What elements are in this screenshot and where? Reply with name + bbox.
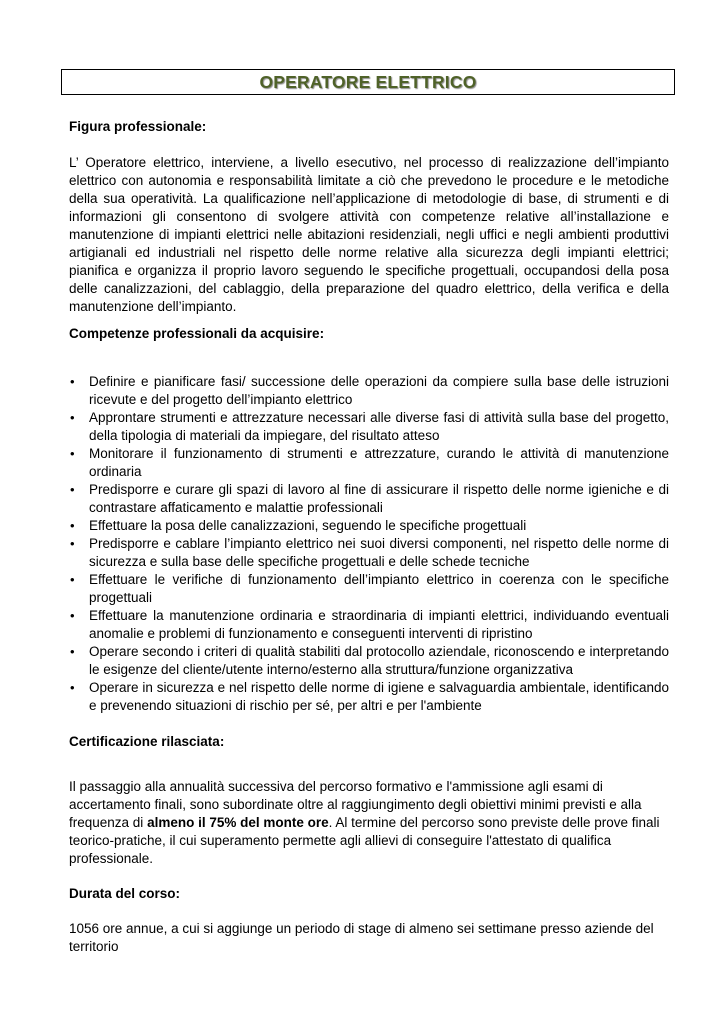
competenza-item bbox=[69, 409, 669, 445]
competenza-text: Predisporre e curare gli spazi di lavoro al fine di assicurare il rispetto delle norme igieniche e di contrastare affaticamento e malattie professionali bbox=[89, 482, 669, 515]
bullet-icon: • bbox=[70, 572, 75, 587]
bullet-icon: • bbox=[70, 374, 75, 389]
bullet-icon: • bbox=[70, 482, 75, 497]
competenza-item bbox=[69, 445, 669, 481]
durata-paragraph: 1056 ore annue, a cui si aggiunge un periodo di stage di almeno sei settimane presso aziende del territorio bbox=[69, 921, 654, 954]
competenza-item bbox=[69, 481, 669, 517]
competenza-text: Effettuare le verifiche di funzionamento dell’impianto elettrico in coerenza con le specifiche progettuali bbox=[89, 572, 669, 605]
competenza-text: Operare in sicurezza e nel rispetto delle norme di igiene e salvaguardia ambientale, identificando e prevenendo situazioni di rischio per sé, per altri e per l'ambiente bbox=[89, 680, 669, 713]
competenza-text: Predisporre e cablare l’impianto elettrico nei suoi diversi componenti, nel rispetto delle norme di sicurezza e sulla base delle specifiche progettuali e delle schede tecniche bbox=[89, 536, 669, 569]
bullet-icon: • bbox=[70, 680, 75, 695]
bullet-icon: • bbox=[70, 446, 75, 461]
document-content bbox=[69, 118, 669, 956]
competenza-item bbox=[69, 517, 669, 535]
certificazione-text-2: . Al termine del percorso sono previste delle prove finali teorico-pratiche, il cui superamento permette agli allievi di conseguire l'attestato di qualifica professionale. bbox=[69, 815, 660, 866]
certificazione-bold-text: almeno il 75% del monte ore bbox=[147, 815, 329, 830]
certificazione-heading: Certificazione rilasciata: bbox=[69, 734, 225, 749]
competenza-text: Effettuare la posa delle canalizzazioni, seguendo le specifiche progettuali bbox=[89, 518, 527, 533]
competenza-text: Effettuare la manutenzione ordinaria e straordinaria di impianti elettrici, individuando eventuali anomalie e problemi di funzionamento e conseguenti interventi di ripristino bbox=[89, 608, 669, 641]
bullet-icon: • bbox=[70, 644, 75, 659]
durata-heading: Durata del corso: bbox=[69, 886, 181, 901]
bullet-icon: • bbox=[70, 608, 75, 623]
competenza-text: Approntare strumenti e attrezzature necessari alle diverse fasi di attività sulla base del progetto, della tipologia di materiali da impiegare, del risultato atteso bbox=[89, 410, 669, 443]
competenza-item bbox=[69, 679, 669, 715]
certificazione-paragraph bbox=[69, 778, 669, 868]
certificazione-text-1: Il passaggio alla annualità successiva del percorso formativo e l'ammissione agli esami di accertamento finali, sono subordinate oltre al raggiungimento degli obiettivi minimi previsti e alla frequenza di bbox=[69, 779, 642, 830]
competenza-item bbox=[69, 535, 669, 571]
competenze-heading: Competenze professionali da acquisire: bbox=[69, 326, 325, 341]
competenza-text: Definire e pianificare fasi/ successione delle operazioni da compiere sulla base delle istruzioni ricevute e del progetto dell’impianto elettrico bbox=[89, 374, 669, 407]
bullet-icon: • bbox=[70, 536, 75, 551]
bullet-icon: • bbox=[70, 518, 75, 533]
figura-paragraph: L’ Operatore elettrico, interviene, a livello esecutivo, nel processo di realizzazione dell’impianto elettrico con autonomia e responsabilità limitate a ciò che prevedono le procedure e le metodiche della sua operatività. La qualificazione nell’applicazione di metodologie di base, di strumenti e di informazioni gli consentono di svolgere attività con competenze relative all’installazione e manutenzione di impianti elettrici nelle abitazioni residenziali, negli uffici e negli ambienti produttivi artigianali ed industriali nel rispetto delle norme relative alla sicurezza degli impianti elettrici; pianifica e organizza il proprio lavoro seguendo le specifiche progettuali, occupandosi della posa delle canalizzazioni, del cablaggio, della preparazione del quadro elettrico, della verifica e della manutenzione dell’impianto. bbox=[69, 155, 669, 314]
page-title: OPERATORE ELETTRICO bbox=[259, 71, 477, 92]
bullet-icon: • bbox=[70, 410, 75, 425]
competenza-item bbox=[69, 607, 669, 643]
figura-heading: Figura professionale: bbox=[69, 119, 207, 134]
competenza-text: Monitorare il funzionamento di strumenti e attrezzature, curando le attività di manutenzione ordinaria bbox=[89, 446, 669, 479]
title-box bbox=[61, 69, 675, 95]
competenza-item bbox=[69, 571, 669, 607]
competenza-item bbox=[69, 373, 669, 409]
competenze-list bbox=[69, 373, 669, 715]
competenza-text: Operare secondo i criteri di qualità stabiliti dal protocollo aziendale, riconoscendo e interpretando le esigenze del cliente/utente interno/esterno alla struttura/funzione organizzativa bbox=[89, 644, 669, 677]
competenza-item bbox=[69, 643, 669, 679]
